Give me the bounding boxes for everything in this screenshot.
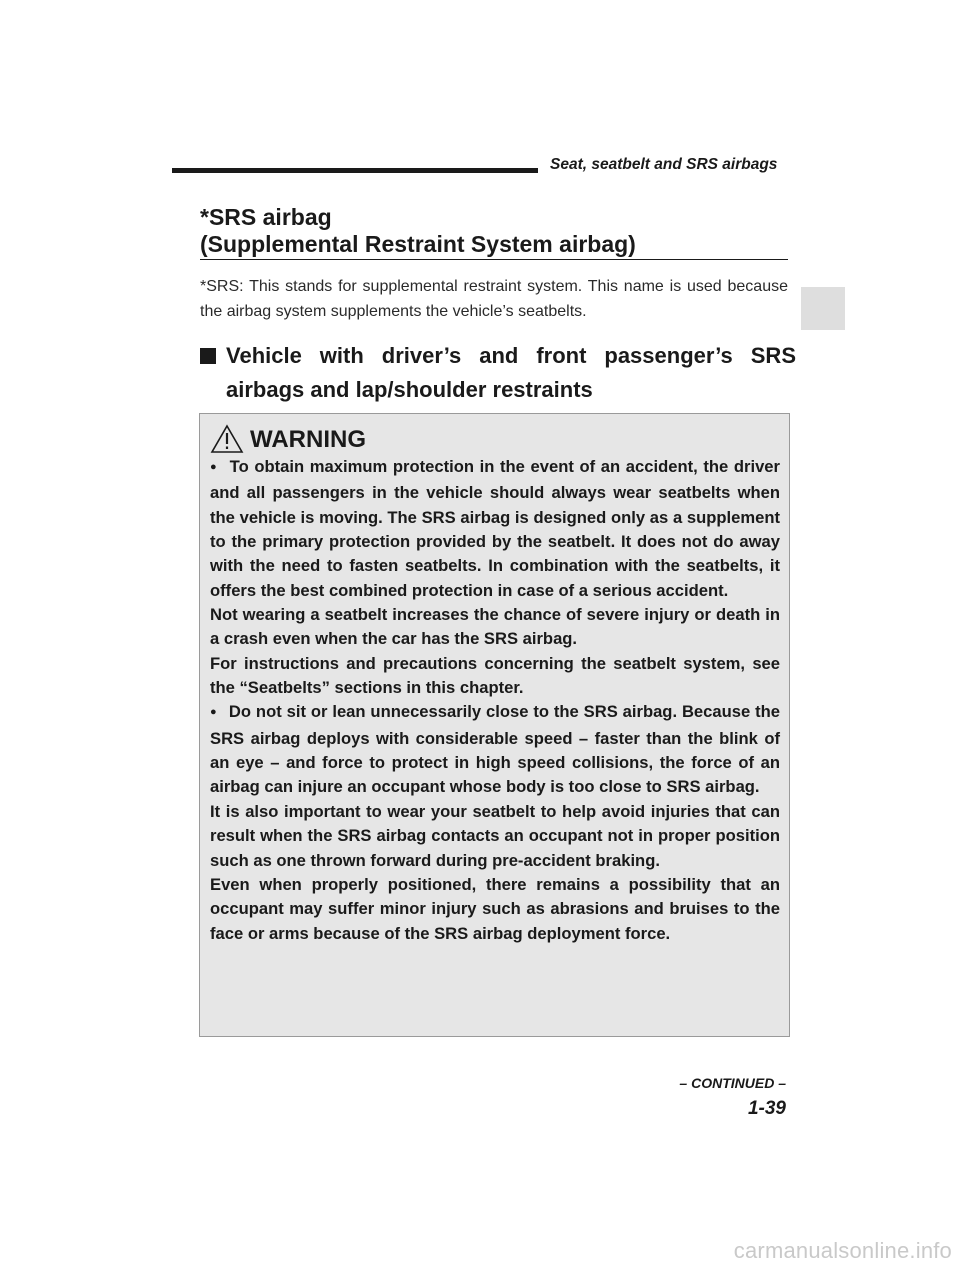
warning-paragraph: Even when properly positioned, there remains a possibility that an occupant may suffer minor injury such as abrasions and bruises to the face or arms because of the SRS airbag deployment force. xyxy=(210,874,780,943)
page-title-line-2: (Supplemental Restraint System airbag) xyxy=(200,231,636,257)
page-title xyxy=(200,204,788,258)
warning-paragraph: ● To obtain maximum protection in the event of an accident, the driver and all passengers in the vehicle should always wear seatbelts when the vehicle is moving. The SRS airbag is designed only as a supplement to the primary protection provided by the seatbelt. It does not do away with the need to fasten seatbelts. In combination with the seatbelts, it offers the best combined protection in case of a serious accident. xyxy=(210,455,780,603)
header-rule xyxy=(172,168,538,173)
warning-label: WARNING xyxy=(250,426,366,453)
warning-paragraph: For instructions and precautions concerning the seatbelt system, see the “Seatbelts” sections in this chapter. xyxy=(210,653,780,698)
watermark: carmanualsonline.info xyxy=(733,1238,952,1263)
warning-triangle-icon xyxy=(210,424,244,454)
page-title-line-1: *SRS airbag xyxy=(200,204,332,230)
warning-paragraph: It is also important to wear your seatbelt to help avoid injuries that can result when the SRS airbag contacts an occupant not in proper position such as one thrown forward during pre-accident braking. xyxy=(210,801,780,870)
section-heading xyxy=(200,339,796,407)
warning-paragraph: ● Do not sit or lean unnecessarily close to the SRS airbag. Because the SRS airbag deploys with considerable speed – faster than the blink of an eye – and force to protect in high speed collisions, the force of an airbag can injure an occupant whose body is too close to SRS airbag. xyxy=(210,700,780,799)
title-rule xyxy=(200,259,788,260)
header-section-title: Seat, seatbelt and SRS airbags xyxy=(550,156,778,173)
square-bullet-icon xyxy=(200,348,216,364)
warning-body xyxy=(210,455,780,946)
warning-paragraph: Not wearing a seatbelt increases the chance of severe injury or death in a crash even when the car has the SRS airbag. xyxy=(210,605,780,649)
continued-label: – CONTINUED – xyxy=(679,1075,786,1091)
section-heading-text: Vehicle with driver’s and front passenger’s SRS airbags and lap/shoulder restraints xyxy=(226,343,796,402)
warning-header xyxy=(210,424,410,456)
chapter-side-tab xyxy=(801,287,845,330)
intro-paragraph: *SRS: This stands for supplemental restraint system. This name is used because the airbag system supplements the vehicle’s seatbelts. xyxy=(200,278,788,320)
page-number: 1-39 xyxy=(747,1098,786,1119)
